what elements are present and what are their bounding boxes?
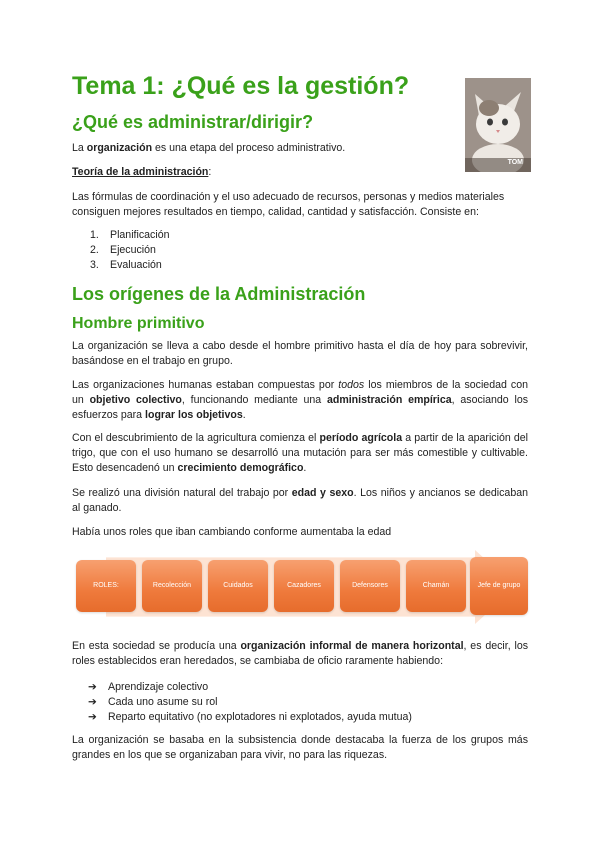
list-item-text: Aprendizaje colectivo bbox=[108, 681, 209, 693]
role-box: ROLES: bbox=[76, 560, 136, 612]
text: . Los niños y ancianos se dedicaban al ganado. bbox=[72, 487, 529, 514]
list-item bbox=[90, 258, 290, 273]
text: . bbox=[242, 409, 246, 421]
list-number: 2. bbox=[90, 244, 99, 256]
role-box: Cuidados bbox=[208, 560, 268, 612]
list-item-text: Ejecución bbox=[110, 244, 156, 256]
roles-diagram bbox=[72, 549, 532, 625]
text: Con el descubrimiento de la agricultura comienza el bbox=[72, 432, 320, 444]
bold-term: lograr los objetivos bbox=[145, 409, 243, 421]
arrow-right-icon: ➔ bbox=[88, 711, 97, 723]
paragraph-2 bbox=[72, 378, 528, 423]
cat-illustration bbox=[465, 78, 531, 172]
list-item-text: Evaluación bbox=[110, 259, 162, 271]
cat-photo-icon bbox=[465, 78, 531, 172]
paragraph-6 bbox=[72, 639, 528, 669]
text: es una etapa del proceso administrativo. bbox=[152, 142, 346, 154]
bold-term: período agrícola bbox=[319, 432, 403, 444]
list-number: 1. bbox=[90, 229, 99, 241]
role-box: Recolección bbox=[142, 560, 202, 612]
italic-term: todos bbox=[338, 379, 365, 391]
text: , funcionando mediante una bbox=[181, 394, 327, 406]
steps-list bbox=[90, 228, 290, 273]
text: a partir de la aparición del trigo, que con el uso humano se desarrolló una mutación para ser más comestible y cultivable. Esto desencadenó un bbox=[72, 432, 528, 474]
section-heading-origenes: Los orígenes de la Administración bbox=[72, 284, 366, 304]
text: La bbox=[72, 142, 87, 154]
page-title: Tema 1: ¿Qué es la gestión? bbox=[72, 72, 410, 100]
theory-heading bbox=[72, 165, 528, 180]
text: , asociando los esfuerzos para bbox=[72, 394, 529, 421]
bold-term: edad y sexo bbox=[291, 487, 354, 499]
subheading-hombre-primitivo: Hombre primitivo bbox=[72, 315, 205, 332]
paragraph-1: La organización se lleva a cabo desde el hombre primitivo hasta el día de hoy para sobrevivir, basándose en el trabajo en grupo. bbox=[72, 340, 528, 367]
list-item bbox=[90, 243, 290, 258]
photo-caption: TOM bbox=[507, 159, 523, 166]
bullet-list bbox=[88, 680, 528, 725]
bold-term: organización bbox=[86, 142, 153, 154]
text: Se realizó una división natural del trabajo por bbox=[72, 487, 292, 499]
role-box: Defensores bbox=[340, 560, 400, 612]
role-box: Jefe de grupo bbox=[470, 557, 528, 615]
role-box: Chamán bbox=[406, 560, 466, 612]
theory-label: Teoría de la administración bbox=[72, 166, 209, 178]
bold-term: crecimiento demográfico bbox=[177, 462, 304, 474]
arrow-right-icon: ➔ bbox=[88, 696, 97, 708]
list-item bbox=[88, 680, 528, 695]
role-box: Cazadores bbox=[274, 560, 334, 612]
bold-term: administración empírica bbox=[326, 394, 452, 406]
paragraph-5: Había unos roles que iban cambiando conforme aumentaba la edad bbox=[72, 526, 392, 538]
list-item-text: Planificación bbox=[110, 229, 170, 241]
text: Las organizaciones humanas estaban compuestas por bbox=[72, 379, 339, 391]
list-item bbox=[88, 695, 528, 710]
section-heading-administrar: ¿Qué es administrar/dirigir? bbox=[72, 112, 314, 132]
colon: : bbox=[208, 166, 212, 178]
intro-paragraph bbox=[72, 141, 528, 156]
bold-term: objetivo colectivo bbox=[89, 394, 182, 406]
bold-term: organización informal de manera horizontal bbox=[240, 640, 464, 652]
paragraph-7: La organización se basaba en la subsistencia donde destacaba la fuerza de los grupos más grandes en los que se organizaban para vivir, no para las riquezas. bbox=[72, 734, 528, 761]
list-item bbox=[88, 710, 528, 725]
list-item-text: Cada uno asume su rol bbox=[108, 696, 218, 708]
list-item bbox=[90, 228, 290, 243]
paragraph-4 bbox=[72, 486, 528, 516]
paragraph-3 bbox=[72, 431, 528, 476]
text: En esta sociedad se producía una bbox=[72, 640, 241, 652]
theory-paragraph: Las fórmulas de coordinación y el uso adecuado de recursos, personas y medios materiales consiguen mejores resultados en tiempo, calidad, cantidad y satisfacción. Consiste en: bbox=[72, 191, 505, 218]
list-item-text: Reparto equitativo (no explotadores ni explotados, ayuda mutua) bbox=[108, 711, 412, 723]
arrow-right-icon: ➔ bbox=[88, 681, 97, 693]
list-number: 3. bbox=[90, 259, 99, 271]
text: , es decir, los roles establecidos eran heredados, se cambiaba de oficio raramente habiendo: bbox=[72, 640, 529, 667]
text: . bbox=[303, 462, 307, 474]
text: los miembros de la sociedad con un bbox=[72, 379, 528, 406]
